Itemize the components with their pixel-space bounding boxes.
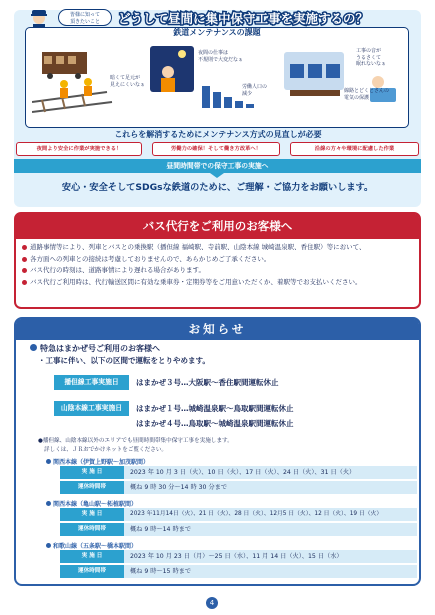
bullet-icon bbox=[46, 459, 51, 464]
question-title: どうして昼間に集中保守工事を実施するの？ bbox=[118, 11, 369, 26]
list-item: 道路事情等により、列車とバスとの乗換駅（播但線 福崎駅、寺前駅、山陰本線 城崎温泉駅、香住駅）等において、 bbox=[22, 242, 414, 254]
benefit-tag-environment: 沿線の方々や環境に配慮した作業 bbox=[290, 142, 419, 156]
noise-caption: 工事の音が うるさくて 眠れないなぁ bbox=[356, 48, 387, 67]
power-caption: 線路とどくとさんの 電気の保護 bbox=[344, 88, 390, 101]
sanin-block bbox=[54, 401, 417, 416]
notice-badge: 皆様に知って 頂きたいこと bbox=[58, 9, 112, 26]
table-row: 実 施 日 2023 年 10 月 3 日（火）、10 日（火）、17 日（火）、24 日（火）、31 日（火） bbox=[60, 466, 417, 479]
list-item: バス代行の時刻は、道路事情により遅れる場合があります。 bbox=[22, 265, 414, 277]
bus-panel-title: バス代行をご利用のお客様へ bbox=[16, 214, 419, 239]
section-wakayama: 和歌山線（五条駅～橋本駅間） bbox=[46, 541, 137, 550]
list-item: 各方面への列車との接続は考慮しておりませんので、あらかじめご了承ください。 bbox=[22, 254, 414, 266]
bus-substitute-panel bbox=[14, 212, 421, 309]
notice-title: お知らせ bbox=[16, 319, 419, 340]
bantan-block bbox=[54, 375, 417, 390]
sanin-line-1: はまかぜ１号…城崎温泉駅～鳥取駅間運転休止 bbox=[136, 404, 294, 413]
table-row: 運休時間帯 概ね 9 時 30 分～14 時 30 分まで bbox=[60, 481, 417, 494]
bullet-icon bbox=[46, 543, 51, 548]
maintenance-challenges-banner bbox=[25, 27, 409, 128]
benefit-tag-labor: 労働力の確保！そして働き方改革へ！ bbox=[152, 142, 280, 156]
table-row: 実 施 日 2023 年11月14日（火）、21 日（火）、28 日（火）、12月5 日（火）、12 日（火）、19 日（火） bbox=[60, 508, 417, 521]
express-subtext: ・工事に伴い、以下の区間で運転をとりやめます。 bbox=[38, 356, 210, 365]
section-kansai-2: 関西本線（亀山駅～柘植駅間） bbox=[46, 499, 137, 508]
sanin-label: 山陰本線工事実施日 bbox=[54, 401, 129, 416]
night-work-caption: 暗くて足元が 見えにくいなぁ bbox=[110, 75, 146, 88]
challenges-title: 鉄道メンテナンスの課題 bbox=[173, 28, 261, 37]
labor-decline-caption: 労働人口の 減少 bbox=[242, 84, 268, 97]
daytime-maintenance-banner: 昼間時間帯での保守工事の実施へ bbox=[14, 159, 421, 173]
bus-notes bbox=[22, 242, 414, 288]
section-kansai-1: 関西本線（伊賀上野駅～加茂駅間） bbox=[46, 457, 149, 466]
sanin-block-2 bbox=[54, 416, 417, 431]
detail-link-note: 詳しくは、ＪＲおでかけネットをご覧ください。 bbox=[44, 447, 168, 453]
express-heading: 特急はまかぜ号ご利用のお客様へ bbox=[40, 344, 160, 353]
other-area-note: ●播但線、山陰本線以外のエリアでも昼間時間帯集中保守工事を実施します。 bbox=[38, 438, 233, 444]
night-work-hard-caption: 夜間の仕事は 不規則で大変だなぁ bbox=[198, 50, 244, 63]
bullet-icon bbox=[30, 344, 37, 351]
notice-panel bbox=[14, 317, 421, 586]
bantan-label: 播但線工事実施日 bbox=[54, 375, 129, 390]
benefit-tag-safety: 夜間より安全に作業が実施できる！ bbox=[16, 142, 142, 156]
bullet-icon bbox=[46, 501, 51, 506]
sanin-line-2: はまかぜ４号…鳥取駅～城崎温泉駅間運転休止 bbox=[136, 419, 294, 428]
solution-text: これらを解消するためにメンテナンス方式の見直しが必要 bbox=[114, 130, 322, 139]
list-item: バス代行ご利用時は、代行輸送区間に有効な乗車券・定期券等をご用意いただくか、着駅等でお支払いください。 bbox=[22, 277, 414, 289]
table-row: 実 施 日 2023 年 10 月 23 日（月）～25 日（水）、11 月 14 日（火）、15 日（水） bbox=[60, 550, 417, 563]
table-row: 運休時間帯 概ね 9 時～15 時まで bbox=[60, 565, 417, 578]
benefit-tags bbox=[16, 142, 419, 156]
safety-message: 安心・安全そしてSDGsな鉄道のために、ご理解・ご協力をお願いします。 bbox=[61, 182, 374, 193]
bantan-line: はまかぜ３号…大阪駅～香住駅間運転休止 bbox=[136, 378, 279, 387]
page-number: 4 bbox=[206, 597, 218, 609]
table-row: 運休時間帯 概ね 9 時～14 時まで bbox=[60, 523, 417, 536]
